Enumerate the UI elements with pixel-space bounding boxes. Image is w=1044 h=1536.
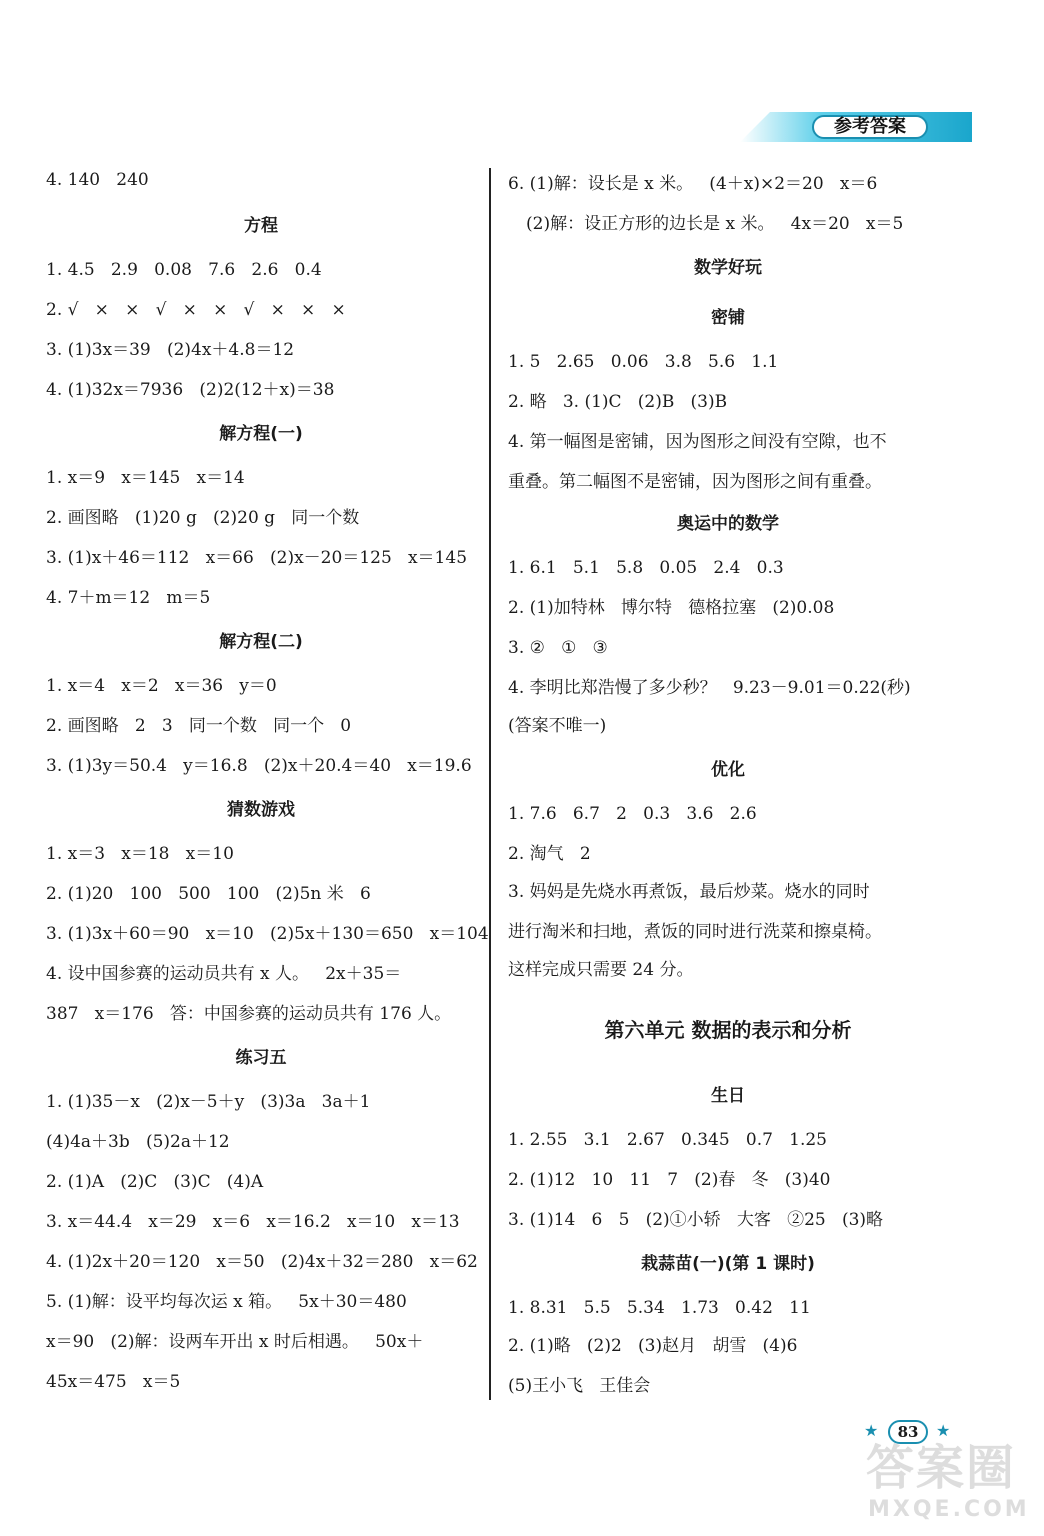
answer-line: 进行淘米和扫地，煮饭的同时进行洗菜和擦桌椅。 xyxy=(508,922,882,942)
answer-line: 4. 7＋m＝12 m＝5 xyxy=(46,588,211,608)
star-icon: ★ xyxy=(864,1421,879,1440)
answer-line: 4. (1)2x＋20＝120 x＝50 (2)4x＋32＝280 x＝62 xyxy=(46,1252,478,1272)
answer-line: 1. 2.55 3.1 2.67 0.345 0.7 1.25 xyxy=(508,1130,827,1150)
section-title: 优化 xyxy=(711,760,745,780)
answer-line: 1. (1)35－x (2)x－5＋y (3)3a 3a＋1 xyxy=(46,1092,371,1112)
answer-line: 重叠。第二幅图不是密铺，因为图形之间有重叠。 xyxy=(508,472,882,492)
answer-line: 3. 妈妈是先烧水再煮饭，最后炒菜。烧水的同时 xyxy=(508,882,870,902)
header-label: 参考答案 xyxy=(812,115,928,139)
answer-line: 4. 设中国参赛的运动员共有 x 人。 2x＋35＝ xyxy=(46,964,402,984)
answer-line: 2. 略 3. (1)C (2)B (3)B xyxy=(508,392,728,412)
left-column xyxy=(46,168,489,1400)
section-title: 密铺 xyxy=(711,308,745,328)
answer-line: 2. 画图略 2 3 同一个数 同一个 0 xyxy=(46,716,352,736)
section-title: 数学好玩 xyxy=(694,258,762,278)
answer-line: 这样完成只需要 24 分。 xyxy=(508,960,694,980)
answer-line: 2. 淘气 2 xyxy=(508,844,591,864)
watermark-logo xyxy=(858,1440,1038,1530)
answer-line: 3. (1)3y＝50.4 y＝16.8 (2)x＋20.4＝40 x＝19.6 xyxy=(46,756,472,776)
answer-line: 4. 第一幅图是密铺，因为图形之间没有空隙，也不 xyxy=(508,432,887,452)
section-title: 栽蒜苗(一)(第 1 课时) xyxy=(641,1254,815,1274)
section-title: 方程 xyxy=(244,216,278,236)
answer-line: 3. ② ① ③ xyxy=(508,638,608,658)
answer-line: 2. 画图略 (1)20 g (2)20 g 同一个数 xyxy=(46,508,360,528)
answer-line: (4)4a＋3b (5)2a＋12 xyxy=(46,1132,230,1152)
answer-line: 3. (1)14 6 5 (2)①小轿 大客 ②25 (3)略 xyxy=(508,1210,884,1230)
answer-line: 2. (1)A (2)C (3)C (4)A xyxy=(46,1172,264,1192)
answer-line: 3. x＝44.4 x＝29 x＝6 x＝16.2 x＝10 x＝13 xyxy=(46,1212,460,1232)
section-title: 奥运中的数学 xyxy=(677,514,779,534)
answer-line: (2)解：设正方形的边长是 x 米。 4x＝20 x＝5 xyxy=(526,214,904,234)
answer-line: 2. (1)12 10 11 7 (2)春 冬 (3)40 xyxy=(508,1170,831,1190)
answer-line: 6. (1)解：设长是 x 米。 (4＋x)×2＝20 x＝6 xyxy=(508,174,878,194)
answer-line: 1. 6.1 5.1 5.8 0.05 2.4 0.3 xyxy=(508,558,784,578)
answer-line: x＝90 (2)解：设两车开出 x 时后相遇。 50x＋ xyxy=(46,1332,424,1352)
page-number: 83 xyxy=(888,1420,928,1444)
answer-line: 45x＝475 x＝5 xyxy=(46,1372,181,1392)
answer-line: 4. (1)32x＝7936 (2)2(12＋x)＝38 xyxy=(46,380,335,400)
answer-line: 387 x＝176 答：中国参赛的运动员共有 176 人。 xyxy=(46,1004,452,1024)
answer-line: 3. (1)3x＝39 (2)4x＋4.8＝12 xyxy=(46,340,295,360)
answer-line: 3. (1)3x＋60＝90 x＝10 (2)5x＋130＝650 x＝104 xyxy=(46,924,489,944)
answer-line: 4. 李明比郑浩慢了多少秒？ 9.23－9.01＝0.22(秒) xyxy=(508,678,911,698)
header-badge xyxy=(740,112,972,142)
watermark-domain: MXQE.COM xyxy=(868,1497,1030,1522)
answer-line: 1. x＝3 x＝18 x＝10 xyxy=(46,844,234,864)
answer-line: 1. 5 2.65 0.06 3.8 5.6 1.1 xyxy=(508,352,779,372)
answer-line: 1. 8.31 5.5 5.34 1.73 0.42 11 xyxy=(508,1298,811,1318)
answer-line: 3. (1)x＋46＝112 x＝66 (2)x－20＝125 x＝145 xyxy=(46,548,468,568)
column-divider xyxy=(489,168,491,1400)
answer-line: 1. 7.6 6.7 2 0.3 3.6 2.6 xyxy=(508,804,757,824)
answer-line: (5)王小飞 王佳会 xyxy=(508,1376,651,1396)
answer-line: 2. (1)加特林 博尔特 德格拉塞 (2)0.08 xyxy=(508,598,835,618)
answer-line: 1. x＝4 x＝2 x＝36 y＝0 xyxy=(46,676,277,696)
answer-line: 2. √ × × √ × × √ × × × xyxy=(46,300,346,320)
answer-line: 1. x＝9 x＝145 x＝14 xyxy=(46,468,245,488)
watermark-text: 答案圈 xyxy=(866,1440,1017,1496)
answer-line: 2. (1)略 (2)2 (3)赵月 胡雪 (4)6 xyxy=(508,1336,798,1356)
unit-title: 第六单元 数据的表示和分析 xyxy=(604,1018,852,1042)
answer-line: 2. (1)20 100 500 100 (2)5n 米 6 xyxy=(46,884,371,904)
section-title: 解方程(二) xyxy=(219,632,303,652)
star-icon: ★ xyxy=(936,1421,951,1440)
section-title: 生日 xyxy=(711,1086,745,1106)
answer-line: 1. 4.5 2.9 0.08 7.6 2.6 0.4 xyxy=(46,260,322,280)
section-title: 练习五 xyxy=(235,1048,287,1068)
answer-line: (答案不唯一) xyxy=(508,716,607,736)
answer-line: 4. 140 240 xyxy=(46,170,149,190)
right-column xyxy=(508,168,948,1400)
answer-line: 5. (1)解：设平均每次运 x 箱。 5x＋30＝480 xyxy=(46,1292,407,1312)
section-title: 解方程(一) xyxy=(219,424,303,444)
section-title: 猜数游戏 xyxy=(227,800,295,820)
